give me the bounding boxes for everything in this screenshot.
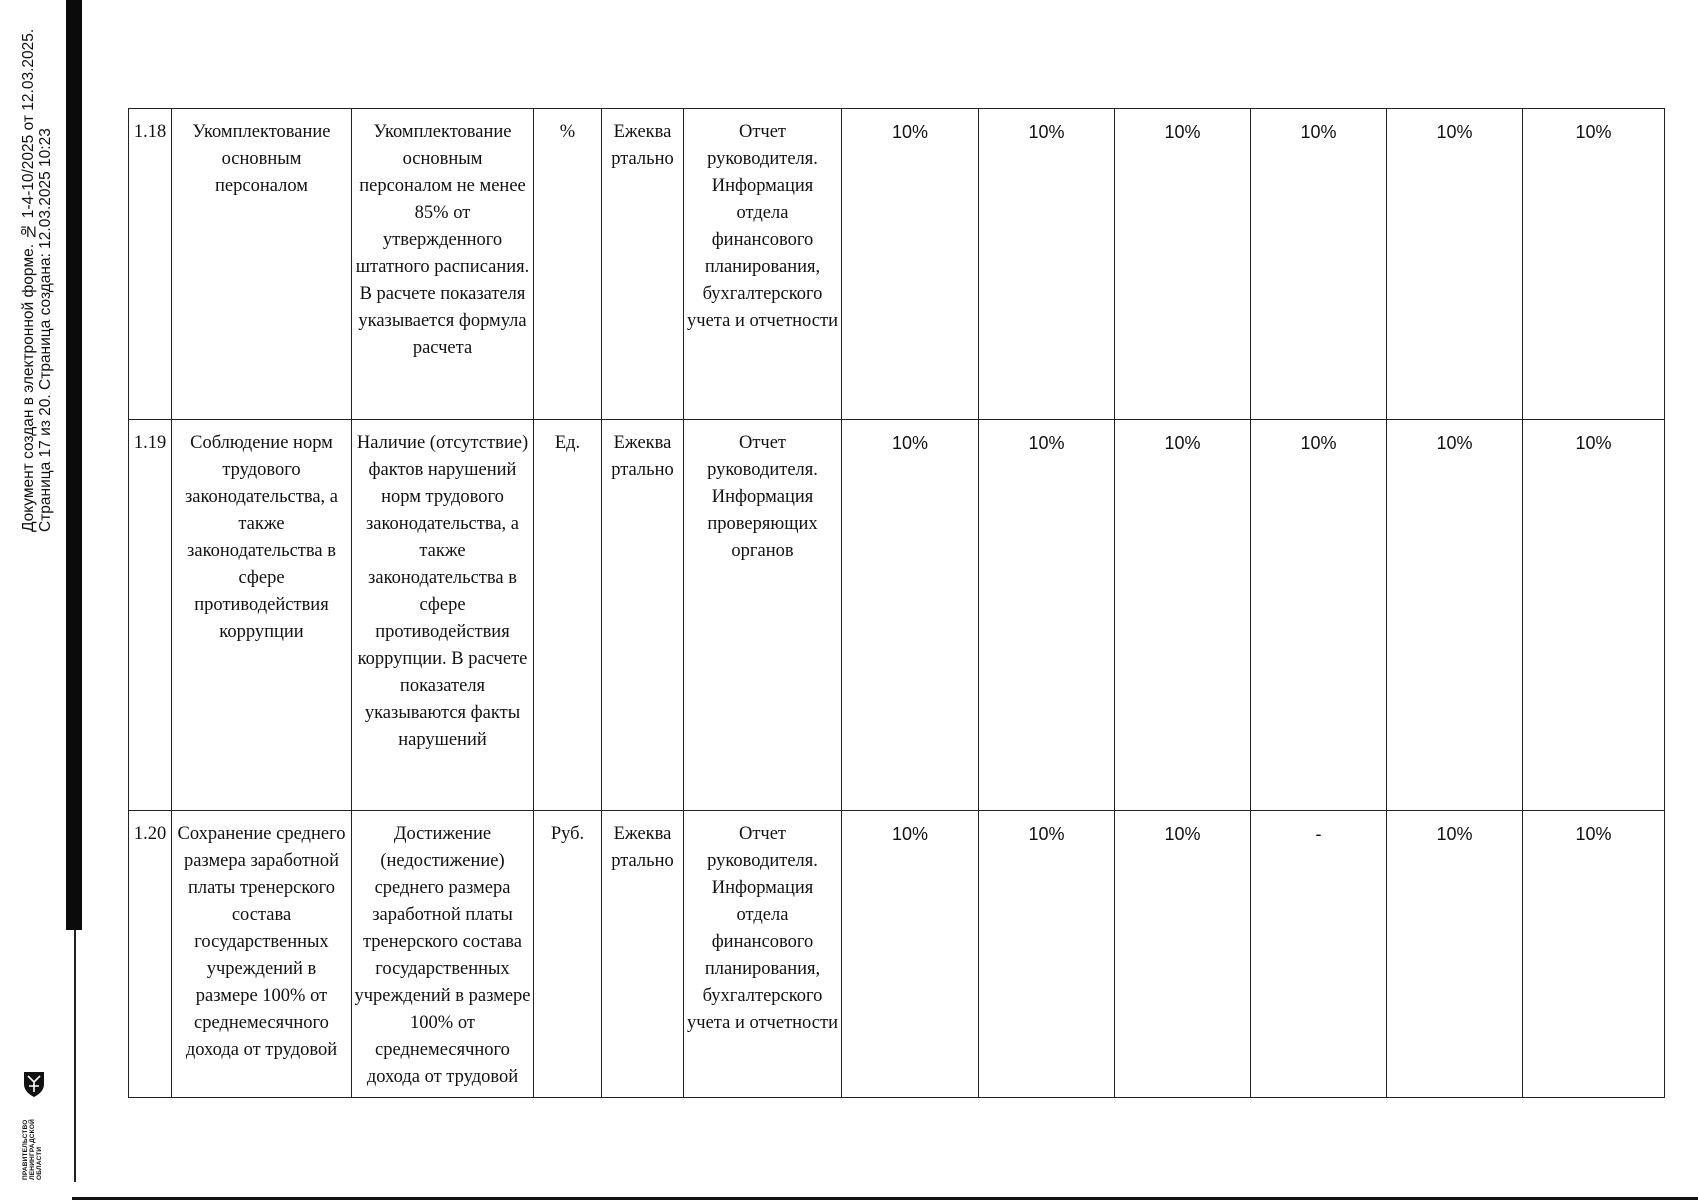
indicator-period: Ежеква ртально [602,109,684,420]
value-cell: 10% [1251,109,1387,420]
value-cell: 10% [979,109,1115,420]
value-cell: 10% [1387,811,1523,1098]
shield-crest-icon [22,1070,46,1098]
logo-caption [22,1106,43,1180]
value-cell: 10% [979,420,1115,811]
row-number: 1.20 [129,811,172,1098]
row-number: 1.18 [129,109,172,420]
indicators-table [128,108,1665,1098]
value-cell: 10% [1115,811,1251,1098]
value-cell: 10% [1251,420,1387,811]
value-cell: 10% [1387,420,1523,811]
indicator-description: Достижение (недостижение) среднего размера заработной платы тренерского состава государственных учреждений в размере 100% от среднемесячного дохода от трудовой [352,811,534,1098]
value-cell: 10% [842,420,979,811]
value-cell: 10% [1523,109,1665,420]
table-row [129,420,1665,811]
value-cell: 10% [1115,420,1251,811]
table-row [129,109,1665,420]
indicator-unit: Руб. [534,811,602,1098]
indicator-name: Сохранение среднего размера заработной платы тренерского состава государственных учреждений в размере 100% от среднемесячного дохода от трудовой [172,811,352,1098]
value-cell: 10% [1523,420,1665,811]
side-note [20,12,60,542]
value-cell: 10% [842,811,979,1098]
indicator-description: Укомплектование основным персоналом не менее 85% от утвержденного штатного расписания. В расчете показателя указывается формула расчета [352,109,534,420]
value-cell: 10% [1115,109,1251,420]
table-row [129,811,1665,1098]
logo-caption-line2: ЛЕНИНГРАДСКОЙ [29,1119,36,1180]
scan-left-bar [66,0,82,930]
logo-caption-line3: ОБЛАСТИ [36,1146,43,1180]
indicator-period: Ежеква ртально [602,420,684,811]
logo-caption-line1: ПРАВИТЕЛЬСТВО [22,1119,29,1180]
scan-left-thin-line [74,930,76,1182]
indicator-source: Отчет руководителя. Информация отдела финансового планирования, бухгалтерского учета и отчетности [684,811,842,1098]
value-cell: 10% [1523,811,1665,1098]
indicator-period: Ежеква ртально [602,811,684,1098]
value-cell: 10% [979,811,1115,1098]
value-cell: - [1251,811,1387,1098]
row-number: 1.19 [129,420,172,811]
side-note-line1: Документ создан в электронной форме. № 1-4-10/2025 от 12.03.2025. [20,28,37,532]
indicator-source: Отчет руководителя. Информация отдела финансового планирования, бухгалтерского учета и отчетности [684,109,842,420]
value-cell: 10% [842,109,979,420]
indicator-name: Соблюдение норм трудового законодательства, а также законодательства в сфере противодействия коррупции [172,420,352,811]
indicator-name: Укомплектование основным персоналом [172,109,352,420]
indicator-unit: % [534,109,602,420]
indicator-unit: Ед. [534,420,602,811]
value-cell: 10% [1387,109,1523,420]
indicator-source: Отчет руководителя. Информация проверяющих органов [684,420,842,811]
indicator-description: Наличие (отсутствие) фактов нарушений норм трудового законодательства, а также законодательства в сфере противодействия коррупции. В расчете показателя указываются факты нарушений [352,420,534,811]
side-note-line2: Страница 17 из 20. Страница создана: 12.03.2025 10:23 [37,128,54,532]
